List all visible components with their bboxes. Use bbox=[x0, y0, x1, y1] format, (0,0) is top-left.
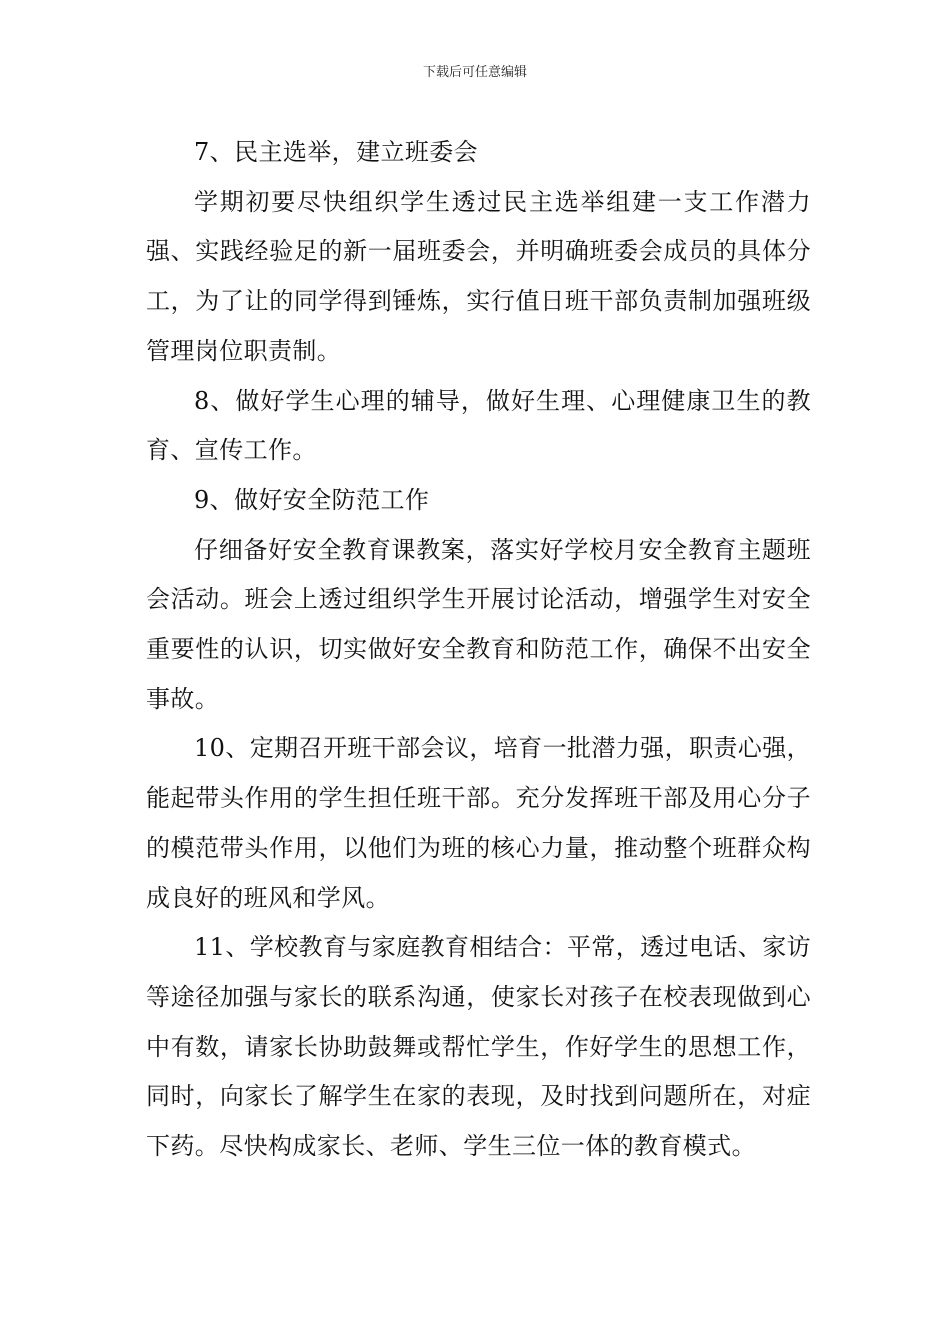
item-8-paragraph: 8、做好学生心理的辅导，做好生理、心理健康卫生的教育、宣传工作。 bbox=[146, 386, 811, 465]
item-7-body: 学期初要尽快组织学生透过民主选举组建一支工作潜力强、实践经验足的新一届班委会，并明确班委会成员的具体分工，为了让的同学得到锤炼，实行值日班干部负责制加强班级管理岗位职责制。 bbox=[146, 187, 811, 365]
item-7-heading: 7、民主选举，建立班委会 bbox=[194, 138, 479, 166]
document-body bbox=[146, 128, 811, 1172]
page-header: 下载后可任意编辑 bbox=[422, 65, 527, 80]
item-9-body: 仔细备好安全教育课教案，落实好学校月安全教育主题班会活动。班会上透过组织学生开展讨论活动，增强学生对安全重要性的认识，切实做好安全教育和防范工作，确保不出安全事故。 bbox=[146, 535, 811, 713]
item-11-paragraph: 11、学校教育与家庭教育相结合：平常，透过电话、家访等途径加强与家长的联系沟通，使家长对孩子在校表现做到心中有数，请家长协助鼓舞或帮忙学生，作好学生的思想工作，同时，向家长了解学生在家的表现，及时找到问题所在，对症下药。尽快构成家长、老师、学生三位一体的教育模式。 bbox=[146, 933, 811, 1161]
item-9-heading: 9、做好安全防范工作 bbox=[194, 485, 430, 514]
item-10-paragraph: 10、定期召开班干部会议，培育一批潜力强，职责心强，能起带头作用的学生担任班干部。充分发挥班干部及用心分子的模范带头作用，以他们为班的核心力量，推动整个班群众构成良好的班风和学风。 bbox=[146, 734, 811, 912]
